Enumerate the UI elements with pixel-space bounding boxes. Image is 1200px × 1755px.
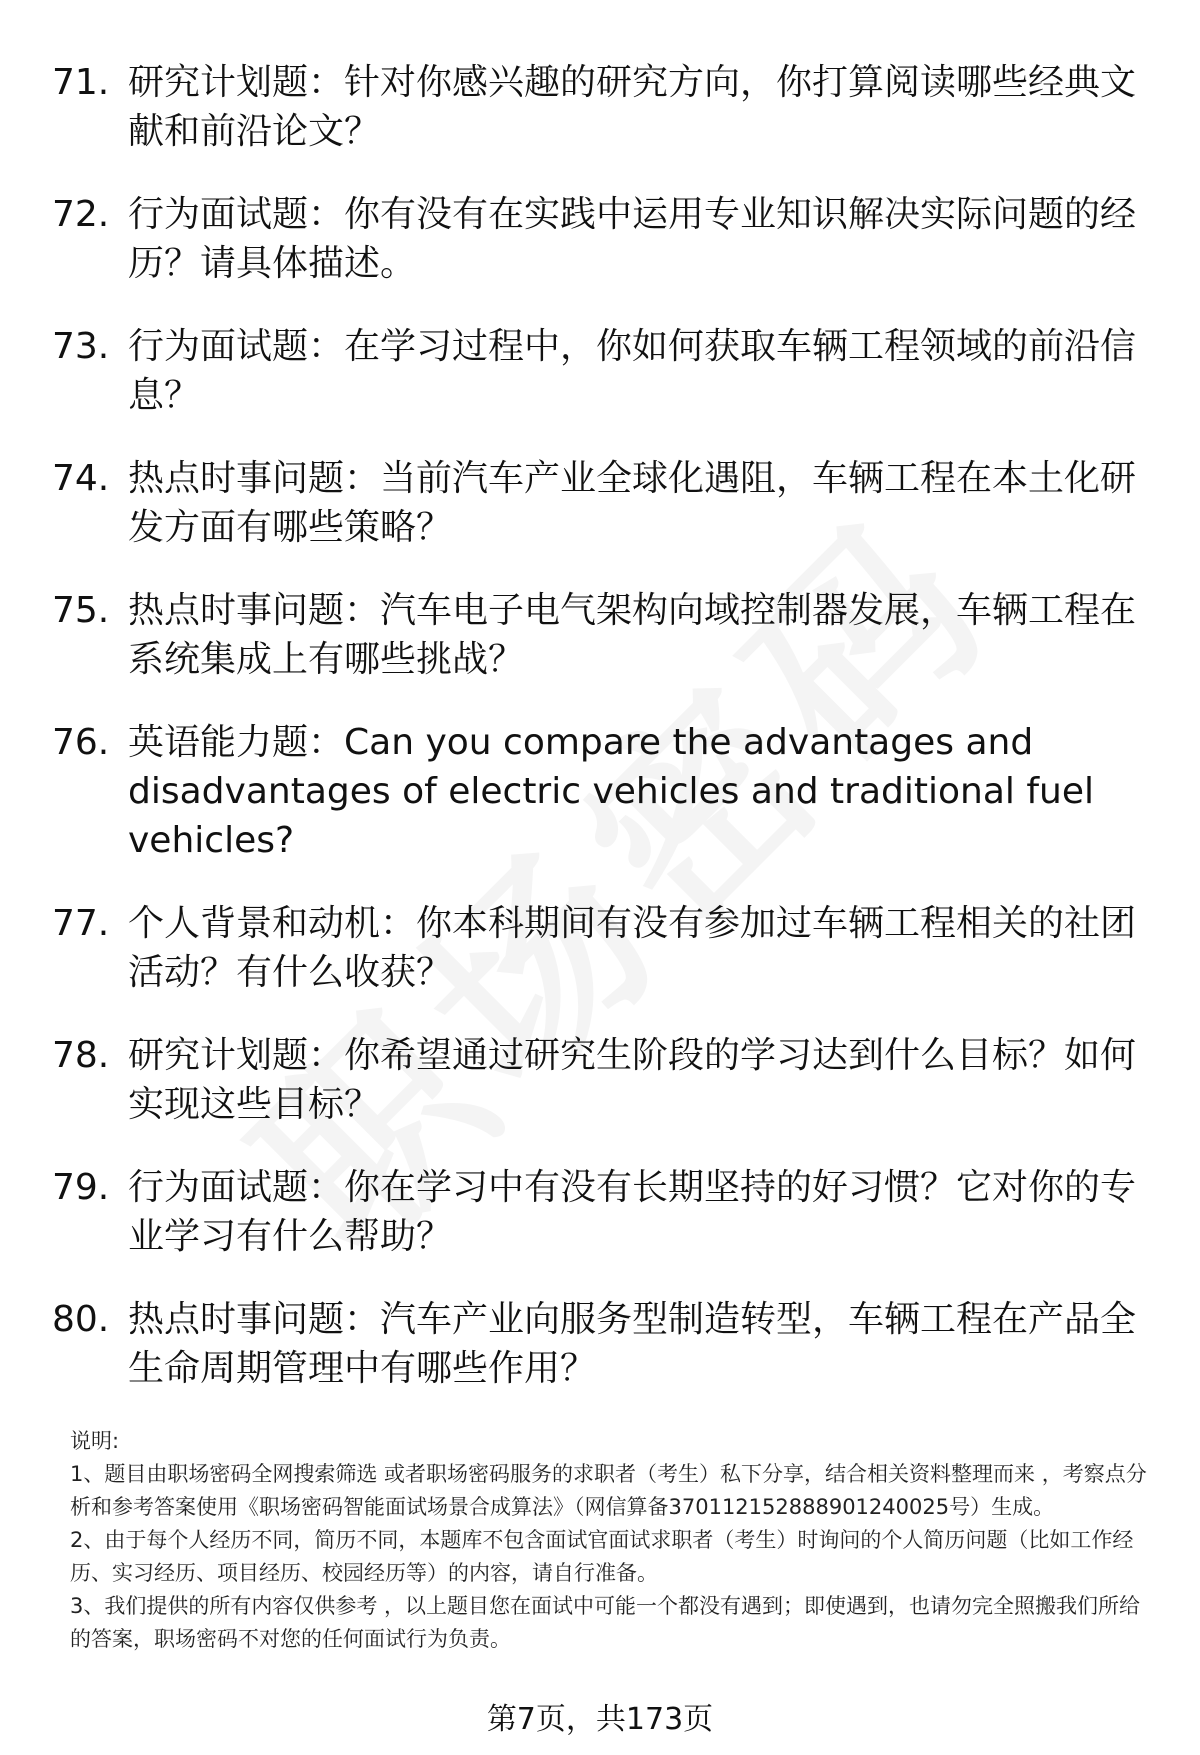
question-item [52, 586, 1152, 684]
question-text: 热点时事问题：汽车产业向服务型制造转型，车辆工程在产品全生命周期管理中有哪些作用？ [128, 1299, 1137, 1389]
question-text: 行为面试题：你在学习中有没有长期坚持的好习惯？它对你的专业学习有什么帮助？ [128, 1167, 1137, 1257]
question-number: 80. [52, 1299, 110, 1340]
question-text: 行为面试题：你有没有在实践中运用专业知识解决实际问题的经历？请具体描述。 [128, 194, 1137, 284]
question-number: 75. [52, 590, 110, 631]
question-text: 个人背景和动机：你本科期间有没有参加过车辆工程相关的社团活动？有什么收获？ [128, 903, 1137, 993]
question-number: 77. [52, 903, 110, 944]
page-number: 第7页，共173页 [486, 1702, 714, 1737]
question-text: 研究计划题：你希望通过研究生阶段的学习达到什么目标？如何实现这些目标？ [128, 1035, 1137, 1125]
question-item [52, 1163, 1152, 1261]
question-item [52, 718, 1152, 865]
question-text: 热点时事问题：当前汽车产业全球化遇阻，车辆工程在本土化研发方面有哪些策略？ [128, 458, 1137, 548]
question-item [52, 190, 1152, 288]
note-item: 1、题目由职场密码全网搜索筛选 或者职场密码服务的求职者（考生）私下分享，结合相关资料整理而来 ，考察点分析和参考答案使用《职场密码智能面试场景合成算法》（网信算备370112152888901240025号）生成。 [70, 1462, 1147, 1519]
question-item [52, 454, 1152, 552]
question-text: 英语能力题：Can you compare the advantages and disadvantages of electric vehicles and traditional fuel vehicles? [128, 722, 1094, 861]
question-item [52, 322, 1152, 420]
question-number: 76. [52, 722, 110, 763]
question-text: 行为面试题：在学习过程中，你如何获取车辆工程领域的前沿信息？ [128, 326, 1137, 416]
question-number: 72. [52, 194, 110, 235]
question-item [52, 899, 1152, 997]
note-item: 2、由于每个人经历不同，简历不同，本题库不包含面试官面试求职者（考生）时询问的个人简历问题（比如工作经历、实习经历、项目经历、校园经历等）的内容，请自行准备。 [70, 1528, 1134, 1585]
question-text: 研究计划题：针对你感兴趣的研究方向，你打算阅读哪些经典文献和前沿论文？ [128, 62, 1137, 152]
note-item: 3、我们提供的所有内容仅供参考 ，以上题目您在面试中可能一个都没有遇到；即使遇到，也请勿完全照搬我们所给的答案，职场密码不对您的任何面试行为负责。 [70, 1594, 1141, 1651]
question-number: 78. [52, 1035, 110, 1076]
question-number: 73. [52, 326, 110, 367]
notes-title: 说明: [70, 1429, 120, 1453]
question-text: 热点时事问题：汽车电子电气架构向域控制器发展，车辆工程在系统集成上有哪些挑战？ [128, 590, 1137, 680]
page-footer [0, 1700, 1200, 1740]
notes-section [70, 1425, 1150, 1656]
question-number: 79. [52, 1167, 110, 1208]
question-item [52, 1031, 1152, 1129]
question-number: 71. [52, 62, 110, 103]
question-list [52, 58, 1152, 1427]
question-item [52, 1295, 1152, 1393]
question-item [52, 58, 1152, 156]
question-number: 74. [52, 458, 110, 499]
